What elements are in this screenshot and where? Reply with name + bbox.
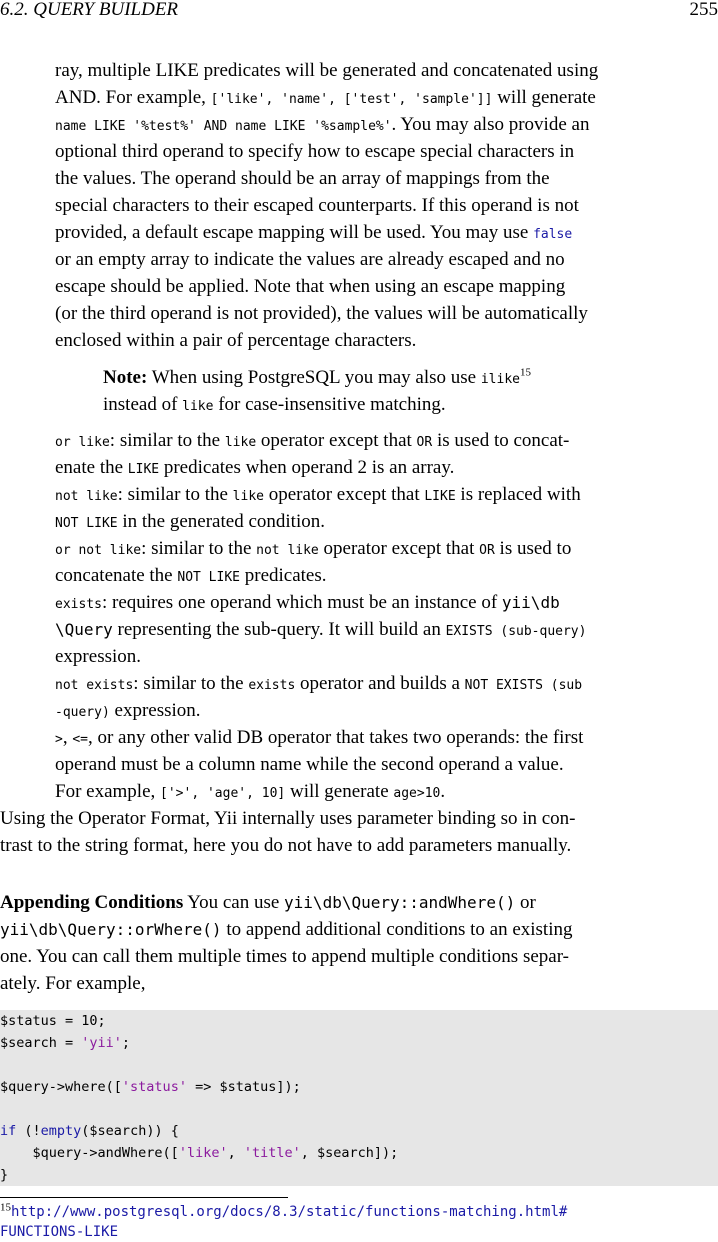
operator-item-line: expression. bbox=[55, 646, 142, 667]
para1-line: enclosed within a pair of percentage characters. bbox=[55, 330, 417, 351]
note-line: Note: When using PostgreSQL you may also use ilike$^{15}$ bbox=[103, 366, 531, 388]
footnote-link-continued[interactable]: FUNCTIONS-LIKE bbox=[0, 1224, 119, 1240]
operator-item-comparison: >, <=, or any other valid DB operator that takes two operands: the first bbox=[55, 727, 584, 748]
para2-line: Using the Operator Format, Yii internally uses parameter binding so in con- bbox=[0, 808, 576, 829]
operator-item-not-like: not like: similar to the like operator except that LIKE is replaced with bbox=[55, 484, 581, 505]
appending-line: one. You can call them multiple times to append multiple conditions separ- bbox=[0, 946, 569, 967]
para1-line: escape should be applied. Note that when using an escape mapping bbox=[55, 276, 566, 297]
page-number: 255 bbox=[689, 0, 718, 20]
footnote-ref: 15 bbox=[519, 366, 531, 379]
operator-item-line: enate the LIKE predicates when operand 2 is an array. bbox=[55, 457, 455, 478]
operator-item-or-like: or like: similar to the like operator except that OR is used to concat- bbox=[55, 430, 570, 451]
section-heading: Appending Conditions bbox=[0, 892, 184, 913]
appending-line: ately. For example, bbox=[0, 973, 146, 994]
operator-item-or-not-like: or not like: similar to the not like operator except that OR is used to bbox=[55, 538, 572, 559]
para2-line: trast to the string format, here you do not have to add parameters manually. bbox=[0, 835, 572, 856]
appending-line: yii\db\Query::orWhere() to append additional conditions to an existing bbox=[0, 919, 573, 940]
code-line: if (!empty($search)) { bbox=[0, 1123, 179, 1139]
operator-item-line: NOT LIKE in the generated condition. bbox=[55, 511, 325, 532]
footnote bbox=[0, 1202, 718, 1242]
note-line: instead of like for case-insensitive matching. bbox=[103, 394, 446, 415]
para1-line: special characters to their escaped counterparts. If this operand is not bbox=[55, 195, 579, 216]
section-title: 6.2. QUERY BUILDER bbox=[0, 0, 179, 20]
code-block bbox=[0, 1010, 718, 1186]
code-line: } bbox=[0, 1167, 9, 1183]
code-line: $query->andWhere(['like', 'title', $search]); bbox=[0, 1145, 399, 1161]
running-header bbox=[0, 0, 718, 22]
para1-line: or an empty array to indicate the values are already escaped and no bbox=[55, 249, 565, 270]
note-label: Note: bbox=[103, 367, 148, 388]
footnote-divider bbox=[0, 1197, 288, 1198]
para1-line: provided, a default escape mapping will be used. You may use false bbox=[55, 222, 573, 243]
code-line: $status = 10; bbox=[0, 1013, 106, 1029]
footnote-link[interactable]: http://www.postgresql.org/docs/8.3/static/functions-matching.html# bbox=[11, 1204, 568, 1220]
para1-line: ray, multiple LIKE predicates will be generated and concatenated using bbox=[55, 60, 599, 81]
operator-item-line: \Query representing the sub-query. It will build an EXISTS (sub-query) bbox=[55, 619, 587, 640]
operator-item-exists: exists: requires one operand which must be an instance of yii\db bbox=[55, 592, 560, 613]
operator-item-not-exists: not exists: similar to the exists operator and builds a NOT EXISTS (sub bbox=[55, 673, 583, 694]
para1-line: the values. The operand should be an array of mappings from the bbox=[55, 168, 550, 189]
operator-item-line: For example, ['>', 'age', 10] will generate age>10. bbox=[55, 781, 446, 802]
code-line: $query->where(['status' => $status]); bbox=[0, 1079, 301, 1095]
operator-item-line: -query) expression. bbox=[55, 700, 201, 721]
footnote-number: 15 bbox=[0, 1201, 11, 1214]
para1-line: optional third operand to specify how to escape special characters in bbox=[55, 141, 575, 162]
footnote-line bbox=[0, 1202, 718, 1222]
para1-line: name LIKE '%test%' AND name LIKE '%sample%'. You may also provide an bbox=[55, 114, 590, 135]
code-line: $search = 'yii'; bbox=[0, 1035, 131, 1051]
operator-item-line: concatenate the NOT LIKE predicates. bbox=[55, 565, 327, 586]
para1-line: (or the third operand is not provided), the values will be automatically bbox=[55, 303, 588, 324]
appending-line: Appending Conditions You can use yii\db\Query::andWhere() or bbox=[0, 892, 536, 913]
operator-item-line: operand must be a column name while the second operand a value. bbox=[55, 754, 564, 775]
para1-line: AND. For example, ['like', 'name', ['test', 'sample']] will generate bbox=[55, 87, 596, 108]
